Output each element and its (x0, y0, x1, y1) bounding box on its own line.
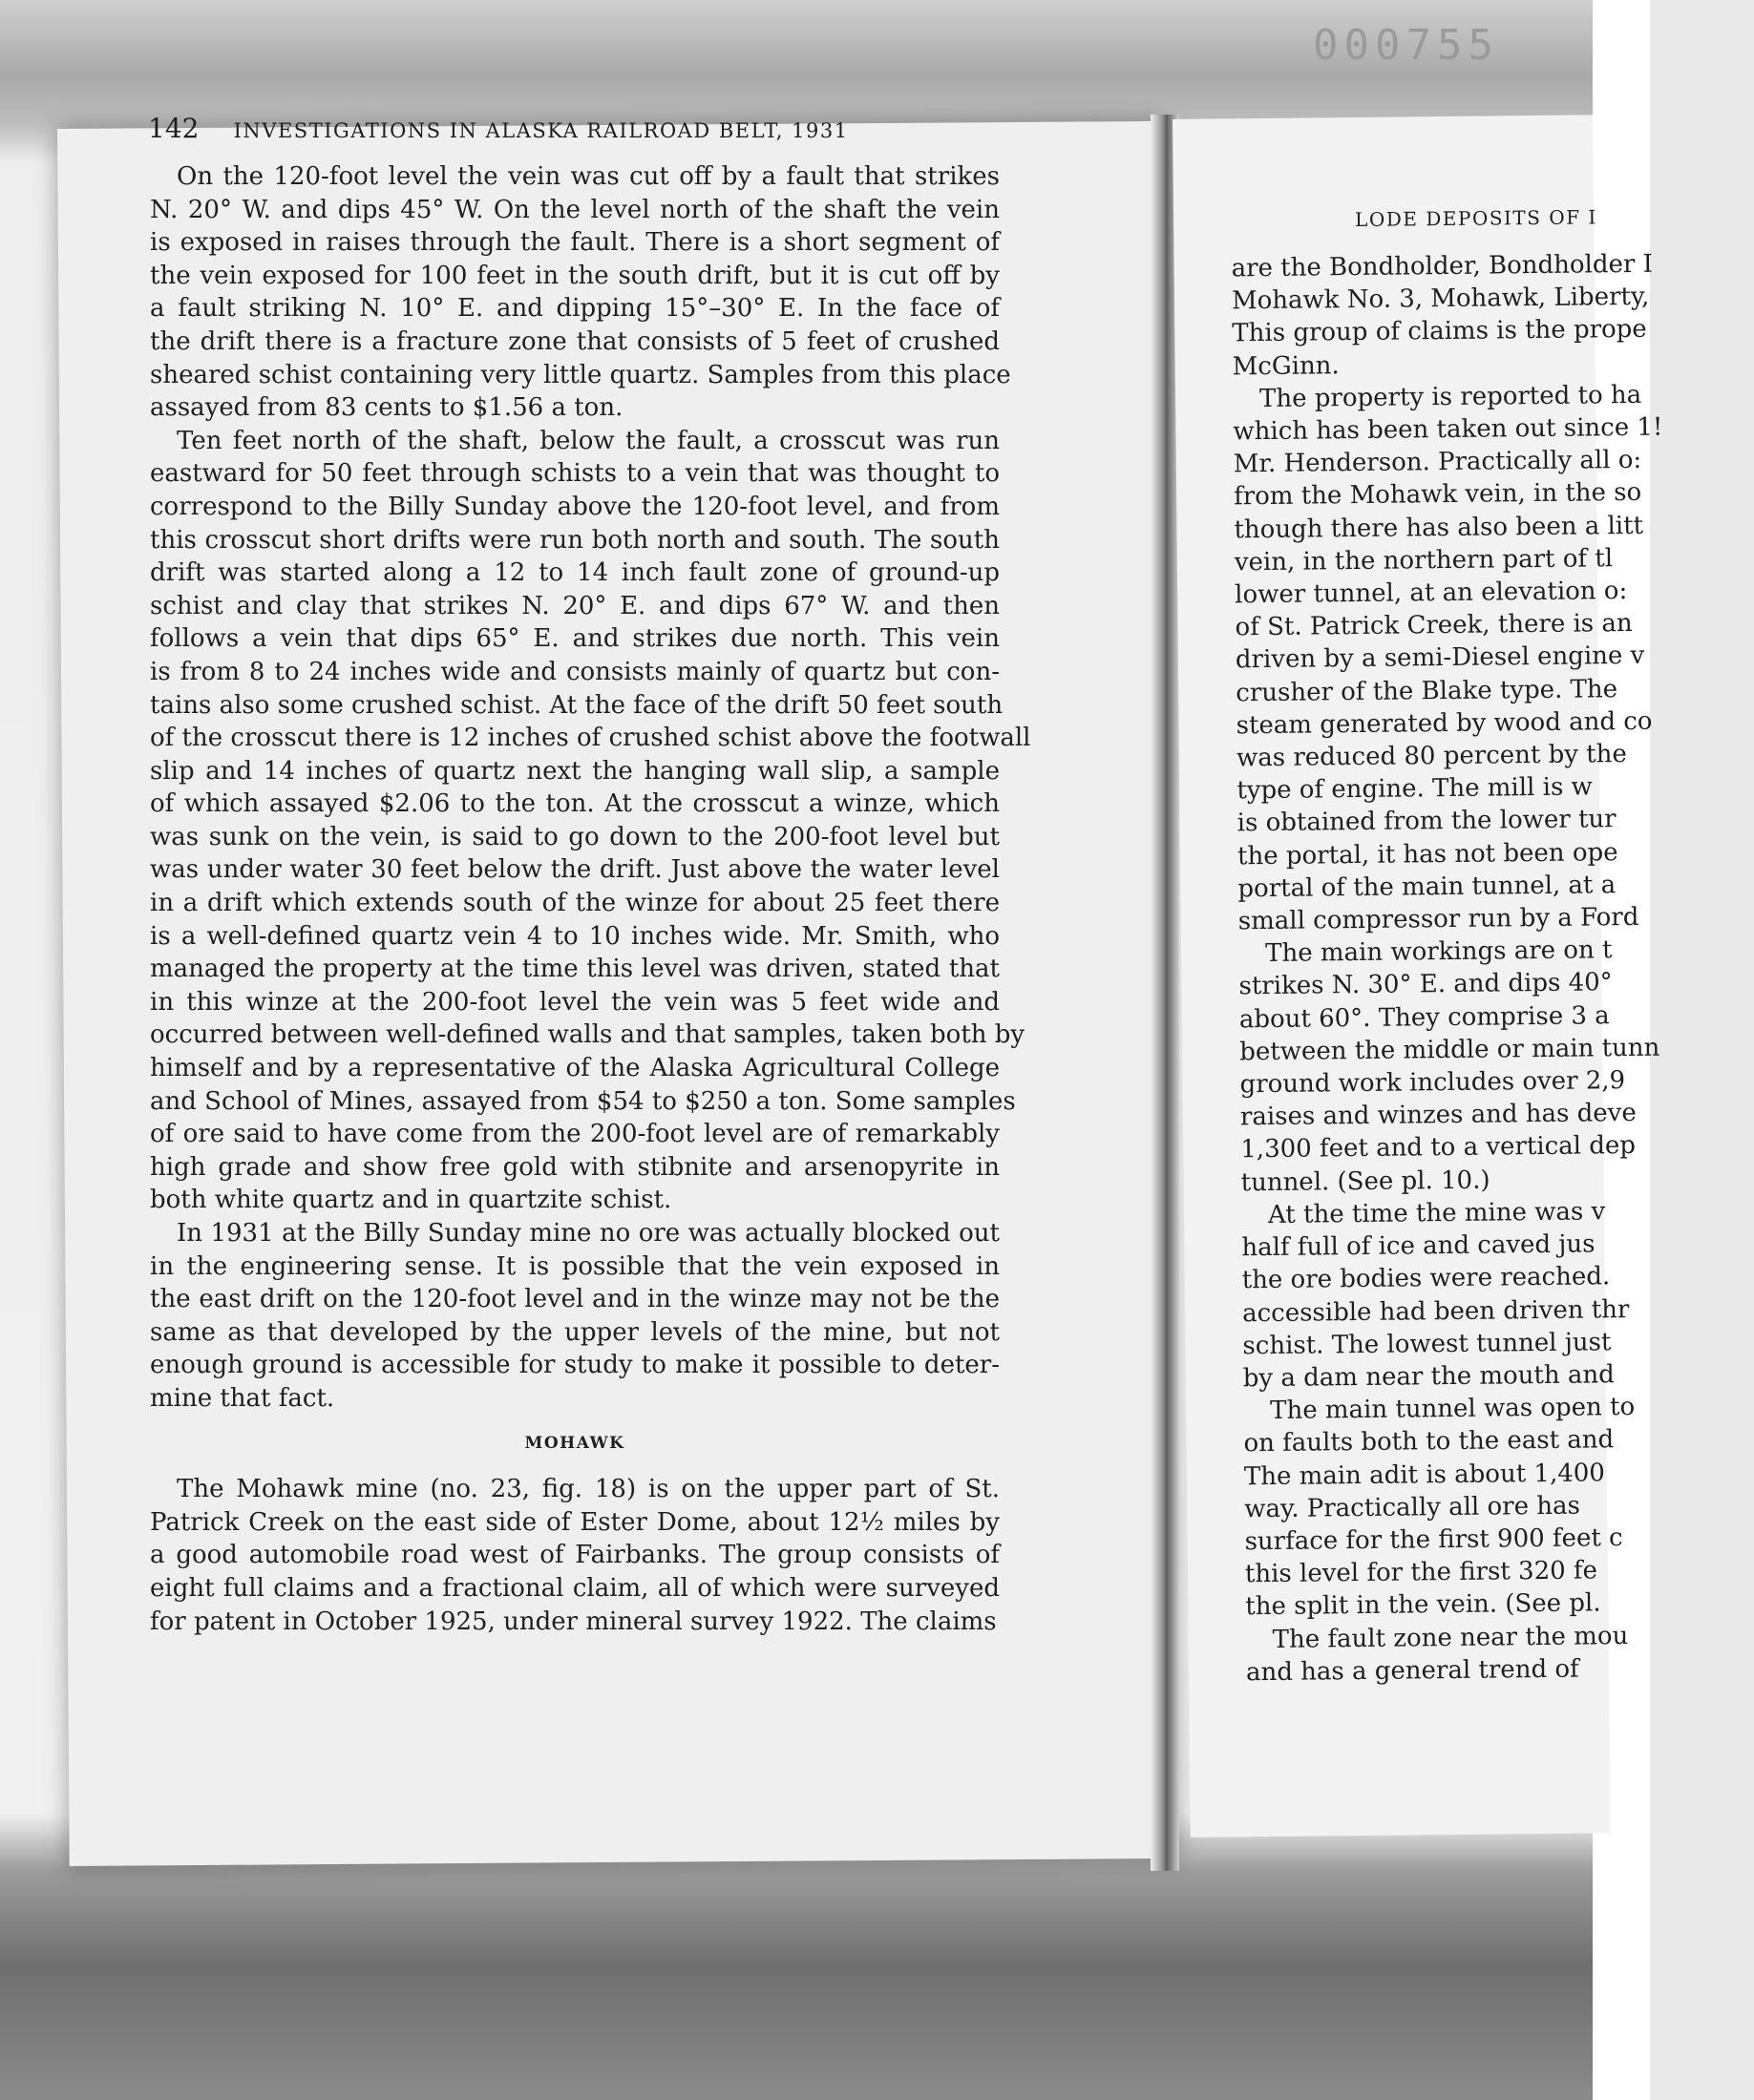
text-line: On the 120-foot level the vein was cut off by a fault that strikes (177, 162, 1000, 191)
text-line: this crosscut short drifts were run both north and south. The south (150, 525, 1000, 555)
text-line: by a dam near the mouth and (1242, 1360, 1615, 1394)
text-line: The property is reported to ha (1258, 380, 1642, 413)
text-line: At the time the mine was v (1267, 1197, 1606, 1229)
text-line: sheared schist containing very little quartz. Samples from this place (150, 360, 1011, 389)
text-line: In 1931 at the Billy Sunday mine no ore was actually blocked out (177, 1219, 1000, 1248)
text-line: the split in the vein. (See pl. (1245, 1588, 1601, 1622)
text-line: schist and clay that strikes N. 20° E. and dips 67° W. and then (150, 591, 1000, 620)
text-line: is from 8 to 24 inches wide and consists mainly of quartz but con- (150, 657, 1000, 686)
section-heading: MOHAWK (524, 1433, 625, 1453)
text-line: type of engine. The mill is w (1236, 772, 1594, 806)
text-line: vein, in the northern part of tl (1234, 544, 1614, 578)
text-line: in the engineering sense. It is possible that the vein exposed in (150, 1251, 1000, 1281)
text-line: though there has also been a litt (1234, 511, 1644, 544)
text-line: Patrick Creek on the east side of Ester Dome, about 12½ miles by (150, 1507, 1000, 1537)
text-line: lower tunnel, at an elevation o: (1235, 577, 1628, 610)
right-page-body (1231, 247, 1743, 1689)
text-line: of which assayed $2.06 to the ton. At the crosscut a winze, which (150, 789, 1000, 819)
text-line: the east drift on the 120-foot level and in the winze may not be the (150, 1285, 1000, 1314)
text-line: mine that fact. (150, 1383, 335, 1413)
text-line: was sunk on the vein, is said to go down to the 200-foot level but (150, 822, 1000, 851)
text-line: steam generated by wood and co (1236, 706, 1653, 741)
left-page-body (150, 160, 1031, 1638)
text-line: surface for the first 900 feet c (1244, 1523, 1623, 1557)
text-line: in a drift which extends south of the winze for about 25 feet there (150, 889, 1000, 918)
text-line: tains also some crushed schist. At the face of the drift 50 feet south (150, 690, 1004, 720)
text-line: the ore bodies were reached. (1241, 1262, 1611, 1295)
text-line: Mohawk No. 3, Mohawk, Liberty, (1231, 282, 1650, 316)
bates-stamp: 000755 (1313, 21, 1499, 70)
text-line: This group of claims is the prope (1232, 315, 1647, 348)
text-line: high grade and show free gold with stibnite and arsenopyrite in (150, 1152, 1000, 1182)
text-line: schist. The lowest tunnel just (1242, 1327, 1612, 1361)
text-line: was reduced 80 percent by the (1236, 740, 1627, 773)
text-line: N. 20° W. and dips 45° W. On the level north of the shaft the vein (150, 195, 1000, 224)
right-running-head: LODE DEPOSITS OF I (1354, 205, 1597, 232)
text-line: was under water 30 feet below the drift. Just above the water level (150, 855, 1000, 885)
text-line: enough ground is accessible for study to make it possible to deter- (150, 1351, 1000, 1380)
text-line: half full of ice and caved jus (1241, 1229, 1596, 1263)
text-line: both white quartz and in quartzite schist. (150, 1186, 672, 1215)
text-line: raises and winzes and has deve (1239, 1099, 1637, 1132)
text-line: accessible had been driven thr (1241, 1294, 1630, 1328)
text-line: and has a general trend of (1245, 1654, 1579, 1688)
text-line: eight full claims and a fractional claim, all of which were surveyed (150, 1573, 1000, 1603)
text-line: Mr. Henderson. Practically all o: (1233, 446, 1642, 479)
text-line: The main tunnel was open to (1270, 1393, 1636, 1426)
text-line: strikes N. 30° E. and dips 40° (1238, 968, 1613, 1001)
text-line: which has been taken out since 1! (1233, 412, 1663, 447)
text-line: between the middle or main tunn (1239, 1033, 1660, 1067)
text-line: small compressor run by a Ford (1237, 902, 1639, 936)
text-line: of the crosscut there is 12 inches of crushed schist above the footwall (150, 724, 1031, 753)
text-line: managed the property at the time this level was driven, stated that (150, 955, 1000, 984)
text-line: and School of Mines, assayed from $54 to $250 a ton. Some samples (150, 1086, 1016, 1116)
text-line: on faults both to the east and (1243, 1425, 1615, 1459)
text-line: eastward for 50 feet through schists to a vein that was thought to (150, 459, 1000, 489)
text-line: this level for the first 320 fe (1244, 1556, 1598, 1589)
text-line: Ten feet north of the shaft, below the fault, a crosscut was run (177, 426, 1000, 455)
text-line: the vein exposed for 100 feet in the south drift, but it is cut off by (150, 261, 1000, 290)
text-line: drift was started along a 12 to 14 inch fault zone of ground-up (150, 558, 1000, 588)
text-line: of St. Patrick Creek, there is an (1235, 609, 1633, 642)
text-line: is a well-defined quartz vein 4 to 10 inches wide. Mr. Smith, who (150, 921, 1000, 951)
text-line: about 60°. They comprise 3 a (1238, 1000, 1610, 1034)
text-line: tunnel. (See pl. 10.) (1240, 1166, 1490, 1197)
text-line: way. Practically all ore has (1244, 1491, 1581, 1524)
text-line: 1,300 feet and to a vertical dep (1240, 1131, 1637, 1165)
text-line: same as that developed by the upper levels of the mine, but not (150, 1317, 1000, 1347)
text-line: follows a vein that dips 65° E. and strikes due north. This vein (150, 624, 1000, 654)
text-line: himself and by a representative of the Alaska Agricultural College (150, 1054, 1000, 1083)
text-line: of ore said to have come from the 200-foot level are of remarkably (150, 1120, 1000, 1149)
text-line: The main adit is about 1,400 (1243, 1458, 1606, 1491)
text-line: is obtained from the lower tur (1236, 805, 1617, 838)
text-line: assayed from 83 cents to $1.56 a ton. (150, 393, 623, 423)
text-line: The main workings are on t (1265, 935, 1613, 969)
right-page (1173, 115, 1663, 1838)
text-line: ground work includes over 2,9 (1239, 1066, 1626, 1100)
text-line: correspond to the Billy Sunday above the 120-foot level, and from (150, 492, 1000, 521)
text-line: in this winze at the 200-foot level the vein was 5 feet wide and (150, 987, 1000, 1017)
text-line: crusher of the Blake type. The (1236, 674, 1618, 707)
text-line: from the Mohawk vein, in the so (1233, 478, 1642, 512)
text-line: occurred between well-defined walls and that samples, taken both by (150, 1020, 1025, 1050)
text-line: McGinn. (1232, 350, 1340, 381)
text-line: driven by a semi-Diesel engine v (1235, 641, 1645, 675)
text-line: portal of the main tunnel, at a (1237, 871, 1617, 904)
left-running-head (148, 113, 1007, 144)
running-head-title: INVESTIGATIONS IN ALASKA RAILROAD BELT, 1931 (233, 119, 849, 142)
text-line: a good automobile road west of Fairbanks. The group consists of (150, 1541, 1000, 1570)
text-line: slip and 14 inches of quartz next the hanging wall slip, a sample (150, 756, 1000, 786)
text-line: The fault zone near the mou (1272, 1621, 1629, 1654)
page-number: 142 (148, 113, 200, 144)
text-line: is exposed in raises through the fault. There is a short segment of (150, 228, 1000, 258)
text-line: for patent in October 1925, under mineral survey 1922. The claims (150, 1606, 997, 1636)
text-line: a fault striking N. 10° E. and dipping 15°–30° E. In the face of (150, 294, 1000, 324)
text-line: are the Bondholder, Bondholder I (1231, 249, 1654, 284)
text-line: the drift there is a fracture zone that consists of 5 feet of crushed (150, 326, 1000, 356)
text-line: the portal, it has not been ope (1236, 837, 1618, 871)
text-line: The Mohawk mine (no. 23, fig. 18) is on the upper part of St. (177, 1475, 1000, 1504)
